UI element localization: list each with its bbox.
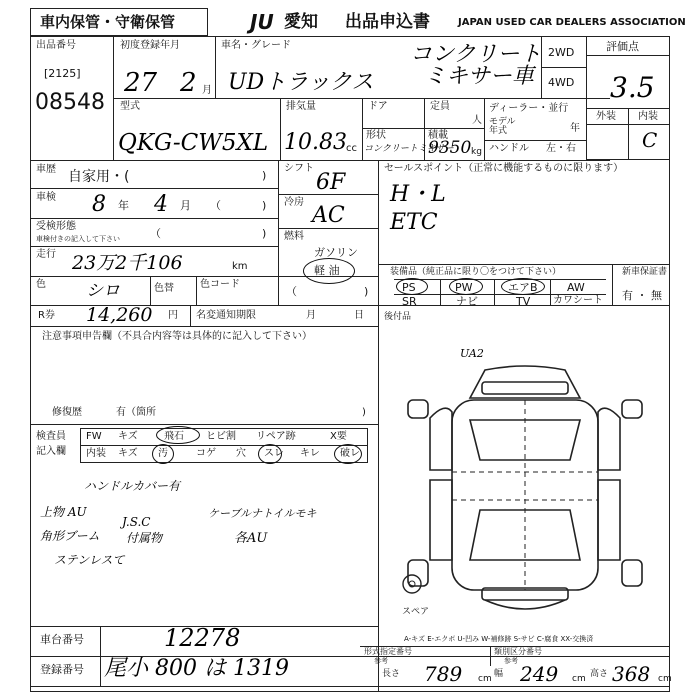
inspector-grid-line <box>80 445 368 446</box>
repair-close-paren: ) <box>362 407 366 418</box>
registration-year: 27 <box>124 68 158 98</box>
note-line-5: ケーブルナトイルモキ <box>208 507 317 520</box>
car-diagram <box>390 360 660 630</box>
doors-label: ドア <box>368 101 388 112</box>
accept-check-close-paren: ) <box>262 227 267 240</box>
fuel-diesel-circle <box>303 258 355 284</box>
equipment-grid-line <box>394 279 606 280</box>
score-value: 3.5 <box>610 71 655 104</box>
plate-value: 尾小 800 は 1319 <box>104 656 289 681</box>
height-label: 高さ <box>590 669 609 679</box>
inspector-repair: リペア跡 <box>256 431 296 442</box>
row-divider <box>541 67 586 68</box>
name-change-month: 月 <box>306 310 316 321</box>
capacity-label: 定員 <box>430 101 450 112</box>
note-line-1: ハンドルカバー有 <box>84 479 181 493</box>
drive-2wd: 2WD <box>548 46 575 59</box>
note-line-2: 上物 AU <box>40 505 87 519</box>
warranty-label: 新車保証書 <box>622 267 668 277</box>
col-divider <box>190 305 191 326</box>
row-divider <box>378 264 670 265</box>
equipment-aw: AW <box>567 281 585 294</box>
row-divider <box>30 424 378 425</box>
spare-label: スペア <box>402 607 430 617</box>
interior-value: C <box>642 128 658 152</box>
col-divider <box>150 276 151 305</box>
lot-label: 出品番号 <box>36 40 76 51</box>
score-col-divider <box>628 108 629 160</box>
model-value: QKG-CW5XL <box>118 130 269 156</box>
name-change-label: 名変通知期限 <box>196 310 256 321</box>
note-line-3: J.S.C <box>122 515 151 529</box>
diagram-tag: UA2 <box>460 347 484 360</box>
recycle-value: 14,260 <box>86 304 153 326</box>
inspection-label: 車検 <box>36 192 56 203</box>
registration-month: 2 <box>180 68 197 98</box>
equipment-seat: カワシート <box>553 295 603 306</box>
equipment-airbag: エアB <box>508 281 538 294</box>
inspector-rub: スレ <box>264 448 284 459</box>
dealer-label: ディーラー・並行 <box>489 103 569 114</box>
color-code-label: 色コード <box>200 279 240 290</box>
shape-label: 形状 <box>366 130 386 141</box>
inspector-dirt-circle <box>152 444 174 464</box>
fuel-label: 燃料 <box>284 231 304 242</box>
fuel-diesel: 軽 油 <box>314 264 340 277</box>
registration-month-unit: 月 <box>202 85 212 96</box>
row-divider <box>30 188 278 189</box>
inspector-rub-circle <box>258 444 282 464</box>
equipment-grid-line <box>550 279 551 305</box>
note-line-8: 角形ブーム <box>40 529 100 543</box>
name-change-day: 日 <box>354 310 364 321</box>
inspector-tear-circle <box>334 444 362 464</box>
inspector-dirt: 汚 <box>158 448 168 459</box>
repair-value: 有（箇所 <box>116 407 156 418</box>
registration-label: 初度登録年月 <box>120 40 180 51</box>
inspector-fw: FW <box>86 431 102 442</box>
inspection-year: 8 <box>92 192 106 217</box>
chassis-label: 車台番号 <box>40 633 84 646</box>
history-close-paren: ) <box>262 169 267 182</box>
inspector-burn: コゲ <box>196 448 216 459</box>
length-value: 789 <box>424 662 463 686</box>
car-name-label: 車名・グレード <box>221 40 291 51</box>
color-label: 色 <box>36 279 46 290</box>
row-divider <box>278 228 378 229</box>
inspection-paren: （ <box>210 199 221 212</box>
equipment-tv: TV <box>516 295 531 308</box>
plate-label: 登録番号 <box>40 663 84 676</box>
org-logo: JU <box>250 10 274 34</box>
model-year-unit: 年 <box>570 123 580 134</box>
displacement-value: 10.83 <box>284 130 347 155</box>
note-line-7: ステンレスて <box>54 553 125 567</box>
score-divider <box>586 55 670 56</box>
fuel-close-paren: ) <box>364 285 369 298</box>
ac-label: 冷房 <box>284 197 304 208</box>
score-label: 評価点 <box>606 40 639 53</box>
col-divider <box>278 160 279 305</box>
equipment-grid-line <box>494 279 495 305</box>
equipment-ps-circle <box>396 278 428 295</box>
equipment-ps: PS <box>402 281 416 294</box>
capacity-unit: 人 <box>472 115 482 126</box>
type-designation-label: 形式指定番号 <box>364 647 412 656</box>
equipment-navi: ナビ <box>456 295 478 308</box>
association-name: JAPAN USED CAR DEALERS ASSOCIATION <box>458 17 686 28</box>
col-divider <box>490 646 491 666</box>
row-divider <box>30 686 670 687</box>
model-label: 型式 <box>120 101 140 112</box>
mileage-label: 走行 <box>36 249 56 260</box>
col-divider <box>378 160 379 692</box>
org-name: 愛知 <box>284 12 318 32</box>
load-label: 積載 <box>428 130 448 141</box>
note-line-6: 各AU <box>234 531 268 546</box>
color-change-label: 色替 <box>154 283 174 294</box>
accept-check-note: 車検付きの記入して下さい <box>36 235 120 243</box>
inspector-tear: 破レ <box>340 448 360 459</box>
history-value: 自家用・( <box>68 169 130 185</box>
lot-bracket-code: [2125] <box>44 67 81 80</box>
sales-point-line1: H・L <box>390 182 446 207</box>
equipment-airbag-circle <box>501 278 545 295</box>
row-divider <box>484 140 586 141</box>
warranty-options: 有 ・ 無 <box>622 289 662 302</box>
sales-point-label: セールスポイント（正常に機能するものに限ります） <box>384 163 624 174</box>
equipment-grid-line <box>440 279 441 305</box>
inspection-year-unit: 年 <box>118 199 129 212</box>
height-unit: cm <box>658 674 672 684</box>
length-label: 長さ <box>382 669 401 679</box>
fuel-paren: （ <box>286 285 297 298</box>
sales-point-line2: ETC <box>390 210 438 235</box>
car-name: UDトラックス <box>228 70 374 95</box>
inspection-month-unit: 月 <box>180 199 191 212</box>
row-divider <box>30 326 378 327</box>
col-divider <box>100 626 101 686</box>
height-value: 368 <box>612 662 651 686</box>
length-unit: cm <box>478 674 492 684</box>
inspector-chip: 飛石 <box>164 431 184 442</box>
displacement-unit: cc <box>346 143 357 154</box>
fuel-gasoline: ガソリン <box>314 246 358 259</box>
handle-options: 左・右 <box>546 143 576 154</box>
score-divider <box>586 124 670 125</box>
load-value: 9350 <box>428 138 472 158</box>
inspector-int-scratch: キズ <box>118 448 138 459</box>
drive-4wd: 4WD <box>548 76 575 89</box>
equipment-label: 装備品（純正品に限り〇をつけて下さい） <box>390 267 562 277</box>
shift-label: シフト <box>284 163 314 174</box>
load-unit: kg <box>471 147 482 157</box>
model-year-label: モデル年式 <box>489 117 516 136</box>
inspector-hole: 穴 <box>236 448 246 459</box>
inspector-cut: キレ <box>300 448 320 459</box>
type-ref: 参考 <box>374 657 388 665</box>
damage-legend: A-キズ E-エクボ U-凹み W-補修跡 S-サビ C-腐食 XX-交換済 <box>404 635 594 643</box>
inspection-close-paren: ) <box>262 199 267 212</box>
inspector-label: 検査員 <box>36 431 66 442</box>
note-line-4: 付属物 <box>126 531 163 545</box>
class-ref: 参考 <box>504 657 518 665</box>
ac-value: AC <box>312 203 345 228</box>
exterior-label: 外装 <box>596 111 616 122</box>
col-divider <box>484 98 485 160</box>
row-divider <box>30 160 610 161</box>
chassis-value: 12278 <box>164 624 241 652</box>
inspector-x: X要 <box>330 431 347 442</box>
col-divider <box>280 98 281 160</box>
equipment-pw: PW <box>455 281 473 294</box>
history-label: 車歴 <box>36 164 56 175</box>
inspector-interior: 内装 <box>86 448 106 459</box>
col-divider <box>215 36 216 98</box>
col-divider <box>362 98 363 160</box>
col-divider <box>196 276 197 305</box>
accept-check-label: 受検形態 <box>36 221 76 232</box>
recycle-label: R券 <box>38 310 55 321</box>
width-value: 249 <box>520 662 559 686</box>
accept-check-paren: （ <box>150 227 161 240</box>
col-divider <box>612 264 613 305</box>
shift-value: 6F <box>316 170 346 195</box>
equipment-pw-circle <box>449 278 483 295</box>
storage-label: 車内保管・守衛保管 <box>40 13 176 31</box>
post-install-label: 後付品 <box>384 312 412 322</box>
row-divider <box>30 246 278 247</box>
inspector-scratch: キズ <box>118 431 138 442</box>
mileage-value: 23万2千106 <box>72 252 183 274</box>
mileage-unit: km <box>232 261 248 272</box>
repair-label: 修復歴 <box>52 407 82 418</box>
row-divider <box>30 218 278 219</box>
recycle-unit: 円 <box>168 310 178 321</box>
row-divider <box>362 128 484 129</box>
lot-number: 08548 <box>35 90 105 115</box>
shape-value: コンクリートミキサー <box>364 144 454 154</box>
remarks-label: 注意事項申告欄（不具合内容等は具体的に記入して下さい） <box>42 331 312 342</box>
car-grade-line1: コンクリート <box>410 42 542 67</box>
equipment-sr: SR <box>402 295 417 308</box>
inspector-crack: ヒビ割 <box>206 431 236 442</box>
inspector-label-2: 記入欄 <box>36 446 66 457</box>
displacement-label: 排気量 <box>286 101 316 112</box>
color-value: シロ <box>86 281 120 301</box>
interior-label: 内装 <box>638 111 658 122</box>
class-number-label: 類別区分番号 <box>494 647 542 656</box>
inspection-month: 4 <box>154 192 168 217</box>
width-label: 幅 <box>494 669 504 679</box>
inspector-chip-circle <box>156 426 200 444</box>
form-title: 出品申込書 <box>345 12 430 32</box>
width-unit: cm <box>572 674 586 684</box>
handle-label: ハンドル <box>489 143 529 154</box>
car-grade-line2: ミキサー車 <box>424 64 535 89</box>
